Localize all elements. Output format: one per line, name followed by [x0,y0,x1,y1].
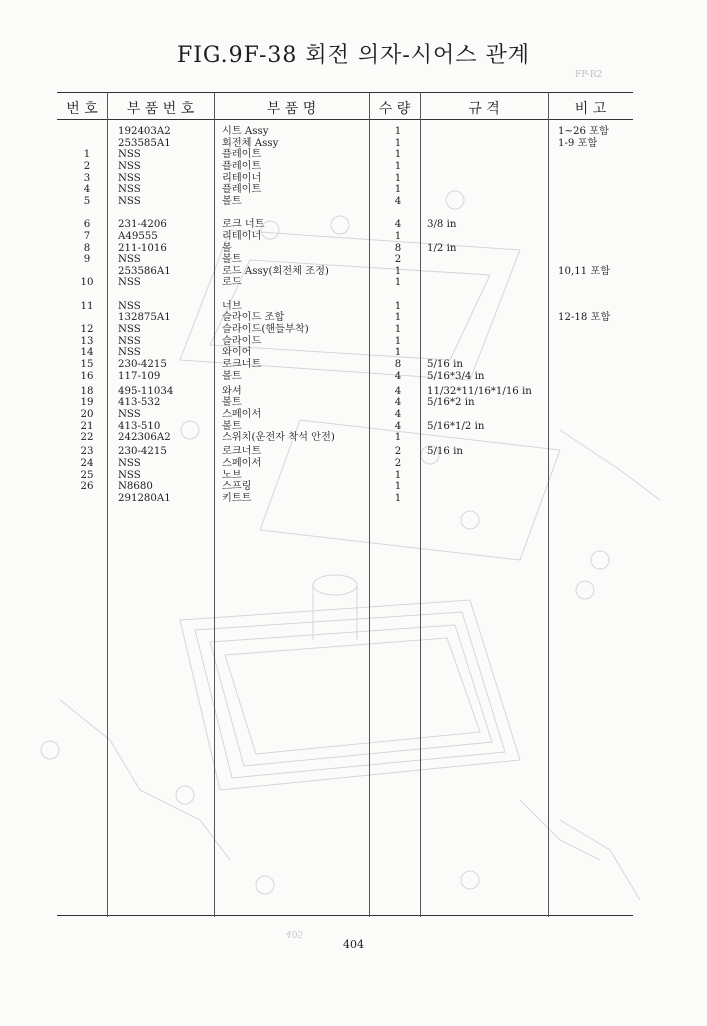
item-number: 11 [80,300,94,312]
part-number: 242306A2 [118,432,171,444]
part-number: NSS [118,195,141,207]
quantity: 4 [394,385,402,397]
header-part-no: 부 품 번 호 [126,101,195,117]
quantity: 1 [394,432,402,444]
part-name: 너브 [222,300,242,312]
part-name: 키트트 [222,492,252,504]
part-name: 와이어 [222,347,252,359]
part-name: 플레이트 [222,160,262,172]
part-name: 슬라이드(핸들부착) [222,324,309,336]
part-number: NSS [118,149,141,161]
quantity: 1 [394,265,402,277]
part-number: NSS [118,184,141,196]
specification: 5/16 in [427,359,463,370]
item-number: 5 [83,195,91,207]
quantity: 8 [394,242,402,254]
specification: 3/8 in [427,219,457,231]
remarks: 1~26 포함 [558,126,609,137]
part-number: NSS [118,254,141,266]
part-number: NSS [118,469,141,481]
part-name: 로드 [222,277,242,289]
item-number: 24 [80,458,94,470]
quantity: 1 [394,277,402,289]
part-number: NSS [118,347,141,359]
quantity: 8 [394,359,402,370]
part-name: 로크 너트 [222,219,265,231]
quantity: 4 [394,397,402,409]
table-row [0,243,707,255]
part-name: 리테이너 [222,172,262,184]
table-row [0,347,707,359]
part-name: 스페이서 [222,409,262,421]
seat-cushion-outline [180,600,520,790]
table-row [0,196,707,208]
part-name: 볼트 [222,254,242,266]
part-name: 볼트 [222,370,242,382]
item-number: 3 [83,172,91,184]
table-top-rule [57,92,633,93]
item-number: 19 [80,397,94,409]
table-row [0,219,707,231]
part-number: NSS [118,300,141,312]
table-row [0,458,707,470]
part-number: 230-4215 [118,446,167,458]
part-number: 192403A2 [118,126,171,137]
part-name: 로드 Assy(회전체 조정) [222,265,329,277]
quantity: 1 [394,324,402,336]
part-name: 스프링 [222,481,252,493]
part-number: 231-4206 [118,219,167,231]
part-number: 253585A1 [118,137,171,149]
part-number: 413-510 [118,420,161,432]
part-name: 슬라이드 조합 [222,312,285,324]
table-row [0,301,707,313]
table-row [0,184,707,196]
part-number: NSS [118,458,141,470]
quantity: 2 [394,446,402,458]
item-number: 23 [80,446,94,458]
part-name: 볼트 [222,397,242,409]
quantity: 1 [394,172,402,184]
part-number: N8680 [118,481,153,493]
part-name: 로크너트 [222,359,262,370]
callout-circles [41,191,609,894]
table-row [0,421,707,433]
quantity: 1 [394,481,402,493]
quantity: 4 [394,219,402,231]
header-bottom-rule [57,119,633,120]
specification: 5/16 in [427,446,463,458]
table-row [0,397,707,409]
part-number: 211-1016 [118,242,167,254]
part-number: NSS [118,324,141,336]
item-number: 9 [83,254,91,266]
quantity: 2 [394,254,402,266]
header-no: 번 호 [66,101,98,117]
part-number: 413-532 [118,397,161,409]
table-row [0,312,707,324]
part-name: 회전체 Assy [222,137,279,149]
item-number: 26 [80,481,94,493]
part-number: NSS [118,335,141,347]
quantity: 4 [394,409,402,421]
part-name: 시트 Assy [222,126,269,137]
table-row [0,446,707,458]
item-number: 6 [83,219,91,231]
item-number: 20 [80,409,94,421]
part-name: 리테이너 [222,230,262,242]
quantity: 1 [394,160,402,172]
table-row [0,324,707,336]
part-number: A49555 [118,230,158,242]
part-name: 스위치(운전자 착석 안전) [222,432,335,444]
specification: 5/16*1/2 in [427,420,485,432]
table-row [0,409,707,421]
page-number: 404 [343,938,364,951]
part-name: 와셔 [222,385,242,397]
specification: 5/16*3/4 in [427,370,485,382]
table-row [0,126,707,138]
specification: 1/2 in [427,242,457,254]
part-number: 253586A1 [118,265,171,277]
part-name: 로크너트 [222,446,262,458]
item-number: 16 [80,370,94,382]
item-number: 4 [83,184,91,196]
item-number: 25 [80,469,94,481]
part-number: 117-109 [118,370,161,382]
item-number: 13 [80,335,94,347]
quantity: 4 [394,420,402,432]
part-number: NSS [118,160,141,172]
part-name: 플레이트 [222,184,262,196]
part-number: NSS [118,409,141,421]
quantity: 1 [394,469,402,481]
item-number: 1 [83,149,91,161]
specification: 11/32*11/16*1/16 in [427,385,532,397]
table-row [0,161,707,173]
table-row [0,359,707,371]
quantity: 1 [394,230,402,242]
corner-note: FP-R2 [575,70,603,80]
table-bottom-rule [57,915,633,916]
item-number: 21 [80,420,94,432]
table-row [0,386,707,398]
remarks: 10,11 포함 [558,265,611,277]
table-row [0,173,707,185]
part-number: NSS [118,277,141,289]
header-qty: 수 량 [378,101,411,117]
quantity: 1 [394,492,402,504]
quantity: 1 [394,347,402,359]
header-remarks: 비 고 [574,101,607,117]
remarks: 1-9 포함 [558,137,598,149]
part-name: 스페이서 [222,458,262,470]
item-number: 18 [80,385,94,397]
header-spec: 규 격 [468,101,500,117]
part-name: 볼 [222,242,232,254]
quantity: 1 [394,149,402,161]
part-name: 플레이트 [222,149,262,161]
quantity: 1 [394,137,402,149]
table-row [0,470,707,482]
header-part-name: 부 품 명 [266,101,317,117]
table-row [0,432,707,444]
item-number: 15 [80,359,94,370]
table-row [0,493,707,505]
remarks: 12-18 포함 [558,312,611,324]
table-row [0,266,707,278]
quantity: 1 [394,335,402,347]
quantity: 4 [394,195,402,207]
quantity: 1 [394,312,402,324]
item-number: 22 [80,432,94,444]
table-row [0,254,707,266]
quantity: 4 [394,370,402,382]
part-number: 291280A1 [118,492,171,504]
item-number: 12 [80,324,94,336]
table-row [0,138,707,150]
quantity: 1 [394,184,402,196]
item-number: 2 [83,160,91,172]
part-name: 볼트 [222,420,242,432]
part-name: 볼트 [222,195,242,207]
item-number: 14 [80,347,94,359]
part-name: 노브 [222,469,242,481]
quantity: 2 [394,458,402,470]
part-number: NSS [118,172,141,184]
table-row [0,481,707,493]
quantity: 1 [394,300,402,312]
part-number: 132875A1 [118,312,171,324]
part-number: 495-11034 [118,385,174,397]
part-name: 슬라이드 [222,335,262,347]
table-row [0,149,707,161]
table-row [0,277,707,289]
item-number: 8 [83,242,91,254]
quantity: 1 [394,126,402,137]
table-row [0,371,707,383]
part-number: 230-4215 [118,359,167,370]
show-through-page-number: 405 [286,928,304,938]
specification: 5/16*2 in [427,397,475,409]
item-number: 10 [80,277,94,289]
item-number: 7 [83,230,91,242]
figure-title: FIG.9F-38 회전 의자-시어스 관계 [176,43,531,68]
table-row [0,336,707,348]
table-row [0,231,707,243]
